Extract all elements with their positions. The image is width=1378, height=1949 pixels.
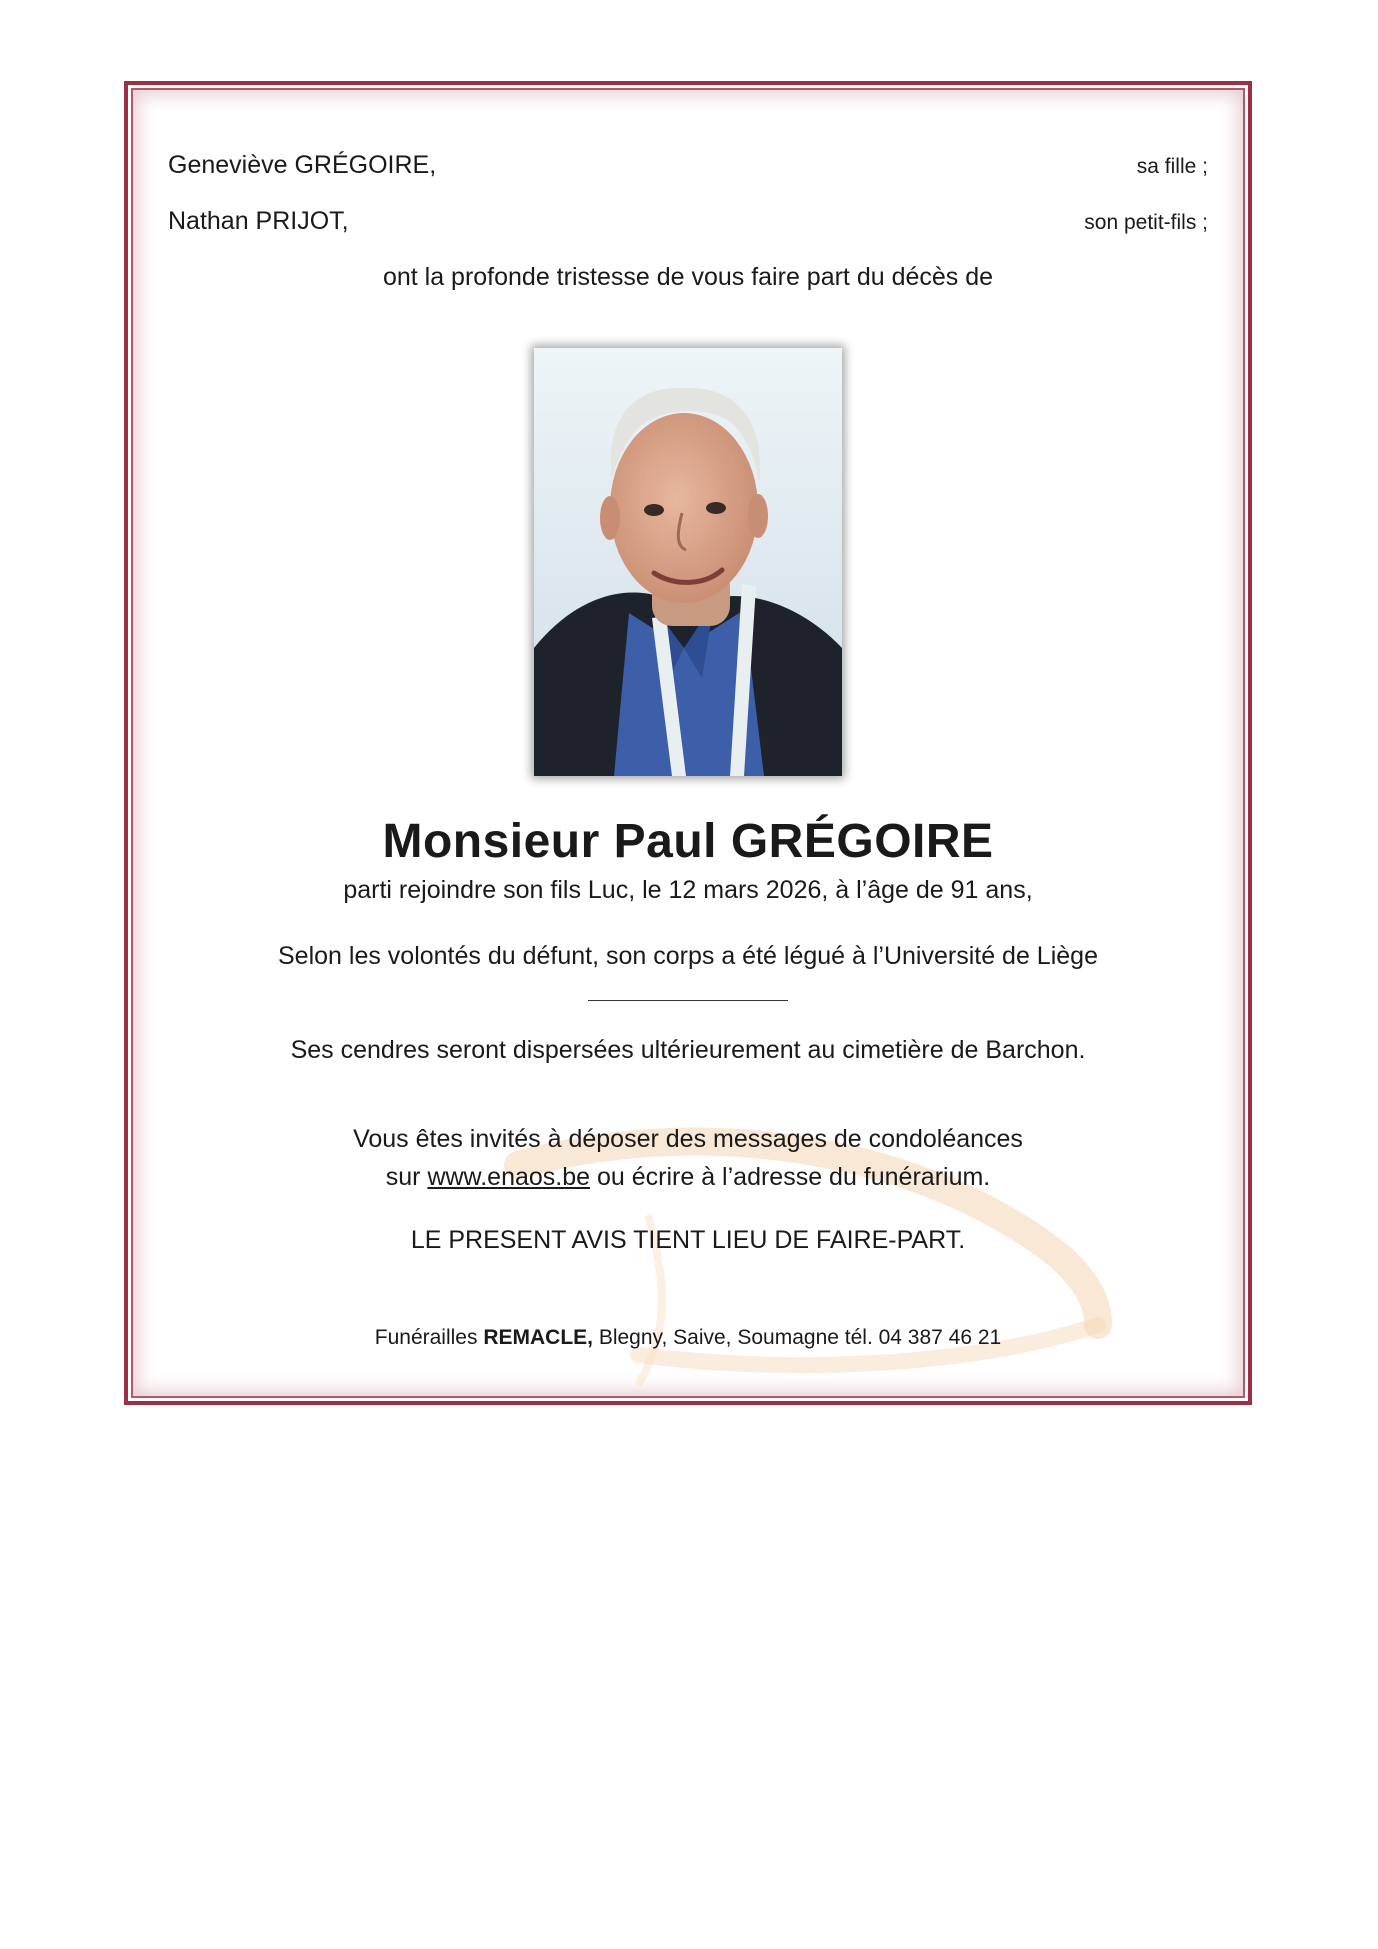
body-donation-text: Selon les volontés du défunt, son corps a été légué à l’Université de Liège <box>278 942 1098 970</box>
notice-frame <box>124 81 1252 1405</box>
condolences-line-2 <box>128 1163 1248 1192</box>
company-name: REMACLE, <box>483 1326 593 1349</box>
family-name: Geneviève GRÉGOIRE, <box>168 151 437 179</box>
family-row-grandson <box>168 207 1208 236</box>
condolences-line-1: Vous êtes invités à déposer des messages de condoléances <box>353 1125 1023 1153</box>
intro-text: ont la profonde tristesse de vous faire part du décès de <box>382 263 994 291</box>
footer <box>128 1326 1248 1350</box>
divider <box>588 1000 788 1001</box>
family-relation: son petit-fils ; <box>1084 211 1208 234</box>
ashes-text: Ses cendres seront dispersées ultérieurement au cimetière de Barchon. <box>290 1036 1086 1064</box>
website-link[interactable]: www.enaos.be <box>427 1163 591 1191</box>
deceased-name: Monsieur Paul GRÉGOIRE <box>382 815 994 868</box>
notice-text: LE PRESENT AVIS TIENT LIEU DE FAIRE-PART. <box>410 1226 966 1254</box>
portrait-photo <box>534 348 842 776</box>
footer-locations: Blegny, Saive, Soumagne tél. 04 387 46 21 <box>593 1326 1002 1349</box>
portrait-icon <box>534 348 842 776</box>
footer-prefix: Funérailles <box>374 1326 484 1349</box>
deceased-details: parti rejoindre son fils Luc, le 12 mars 2026, à l’âge de 91 ans, <box>343 876 1033 904</box>
condolences-suffix: ou écrire à l’adresse du funérarium. <box>590 1163 991 1191</box>
family-relation: sa fille ; <box>1136 155 1208 178</box>
condolences-prefix: sur <box>385 1163 428 1191</box>
family-name: Nathan PRIJOT, <box>168 207 349 235</box>
family-row-daughter <box>168 151 1208 180</box>
